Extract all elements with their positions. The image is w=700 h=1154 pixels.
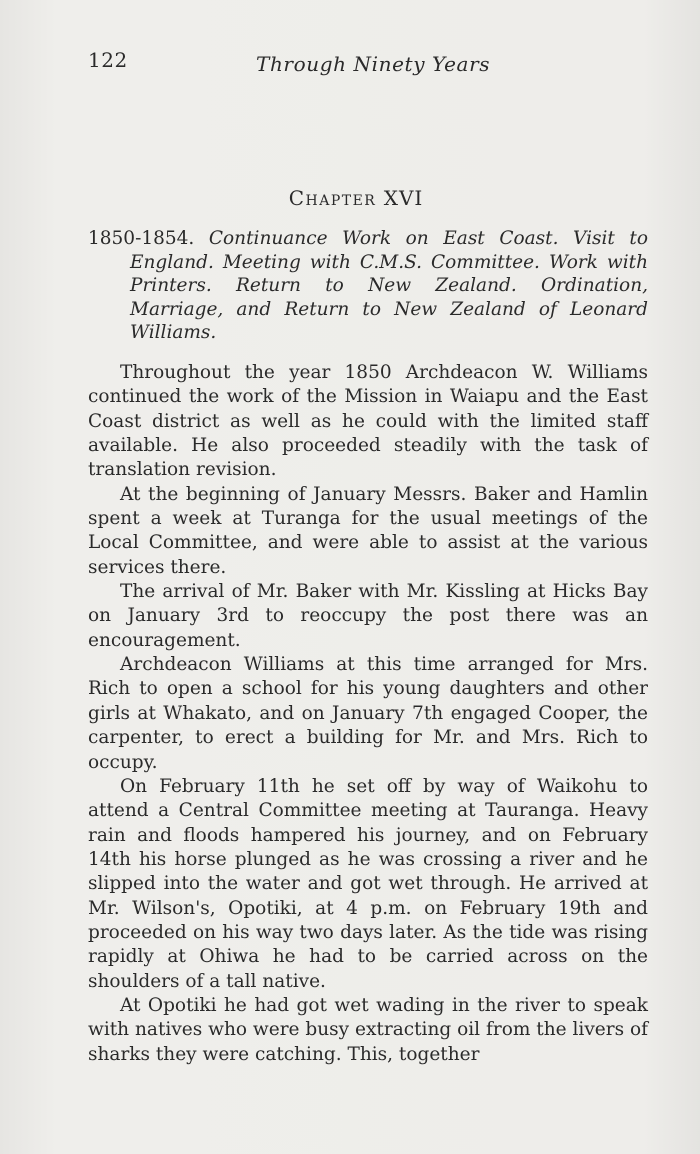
paragraph: The arrival of Mr. Baker with Mr. Kissling at Hicks Bay on January 3rd to reoccupy the post there was an encouragement.: [88, 581, 648, 651]
paragraph: Throughout the year 1850 Archdeacon W. Williams continued the work of the Mission in Waiapu and the East Coast district as well as he could with the limited staff available. He also proceeded steadily with the task of translation revision.: [88, 362, 648, 481]
running-head: [88, 48, 648, 80]
chapter-heading: [0, 186, 700, 210]
synopsis-dates: 1850-1854.: [88, 228, 195, 249]
page-number: 122: [88, 48, 128, 72]
chapter-numeral: XVI: [383, 186, 424, 210]
paragraph: Archdeacon Williams at this time arranged for Mrs. Rich to open a school for his young daughters and other girls at Whakato, and on January 7th engaged Cooper, the carpenter, to erect a building for Mr. and Mrs. Rich to occupy.: [88, 654, 648, 773]
synopsis-text: Continuance Work on East Coast. Visit to England. Meeting with C.M.S. Committee. Work with Printers. Return to New Zealand. Ordination, Marriage, and Return to New Zealand of Leonard Williams.: [130, 228, 648, 344]
body-text: [88, 361, 648, 1067]
paragraph: At Opotiki he had got wet wading in the river to speak with natives who were busy extracting oil from the livers of sharks they were catching. This, together: [88, 994, 648, 1065]
chapter-label: Chapter: [288, 186, 377, 210]
chapter-synopsis: [88, 227, 648, 345]
running-title: Through Ninety Years: [256, 52, 491, 76]
paragraph: At the beginning of January Messrs. Baker and Hamlin spent a week at Turanga for the usual meetings of the Local Committee, and were able to assist at the various services there.: [88, 483, 648, 578]
paragraph: On February 11th he set off by way of Waikohu to attend a Central Committee meeting at Tauranga. Heavy rain and floods hampered his journey, and on February 14th his horse plunged as he was crossing a river and he slipped into the water and got wet through. He arrived at Mr. Wilson's, Opotiki, at 4 p.m. on February 19th and proceeded on his way two days later. As the tide was rising rapidly at Ohiwa he had to be carried across on the shoulders of a tall native.: [88, 775, 648, 992]
